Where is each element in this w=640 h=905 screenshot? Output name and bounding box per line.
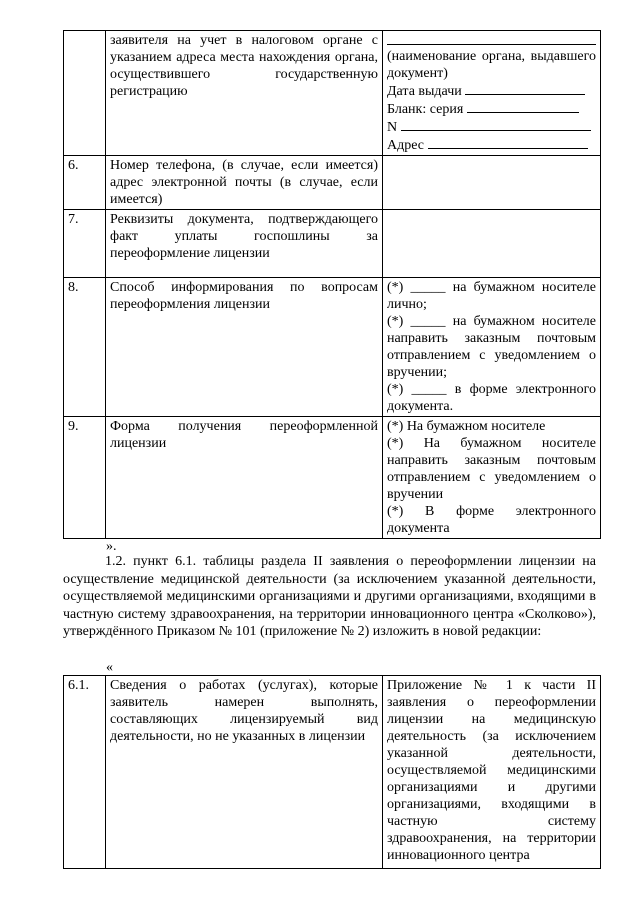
row-number: 9.: [64, 417, 106, 539]
application-table-continued: [63, 30, 601, 539]
row-description: Форма получения переоформленной лицензии: [106, 417, 383, 539]
amendment-paragraph: 1.2. пункт 6.1. таблицы раздела II заявления о переоформлении лицензии на осуществление медицинской деятельности (за исключением указанной деятельности, осуществляемой медицинскими организациями и другими организациями, входящими в частную систему здравоохранения, на территории инновационного центра «Сколково»), утверждённого Приказом № 101 (приложение № 2) изложить в новой редакции:: [63, 554, 596, 639]
closing-quote: ».: [106, 539, 117, 554]
issue-date-line: Дата выдачи: [387, 82, 596, 100]
form-series-line: Бланк: серия: [387, 100, 596, 118]
option-electronic: (*) В форме электронного документа: [387, 504, 596, 536]
issuer-details-cell: [383, 31, 601, 156]
number-line: N: [387, 118, 596, 136]
table-row: [64, 210, 601, 278]
row-description: Способ информирования по вопросам переоформления лицензии: [106, 278, 383, 417]
address-line: Адрес: [387, 136, 596, 154]
row-value: [383, 210, 601, 278]
row-number: 7.: [64, 210, 106, 278]
row-description: Сведения о работах (услугах), которые заявитель намерен выполнять, составляющих лицензируемый вид деятельности, но не указанных в лицензии: [106, 676, 383, 869]
receipt-options-cell: [383, 417, 601, 539]
table-row: [64, 417, 601, 539]
row-value: [383, 156, 601, 210]
option-paper-in-person: (*) _____ на бумажном носителе лично;: [387, 280, 596, 312]
option-electronic: (*) _____ в форме электронного документа.: [387, 382, 596, 414]
row-description: Реквизиты документа, подтверждающего факт уплаты госпошлины за переоформление лицензии: [106, 210, 383, 278]
row-number: [64, 31, 106, 156]
informing-options-cell: [383, 278, 601, 417]
issuer-caption: (наименование органа, выдавшего документ): [387, 49, 596, 81]
blank-line: [387, 32, 596, 45]
row-number: 8.: [64, 278, 106, 417]
table-row: [64, 31, 601, 156]
option-paper-by-mail: (*) _____ на бумажном носителе направить заказным почтовым отправлением с уведомлением о вручении;: [387, 314, 596, 380]
option-paper-by-mail: (*) На бумажном носителе направить заказным почтовым отправлением с уведомлением о вручении: [387, 436, 596, 502]
application-table-item-6-1: [63, 675, 601, 869]
row-description: Номер телефона, (в случае, если имеется) адрес электронной почты (в случае, если имеется): [106, 156, 383, 210]
row-value: Приложение № 1 к части II заявления о переоформлении лицензии на медицинскую деятельность (за исключением указанной деятельности, осуществляемой медицинскими организациями и другими организациями, входящими в частную систему здравоохранения, на территории инновационного центра: [383, 676, 601, 869]
row-number: 6.1.: [64, 676, 106, 869]
table-row: [64, 278, 601, 417]
table-row: [64, 156, 601, 210]
row-description: заявителя на учет в налоговом органе с указанием адреса места нахождения органа, осуществившего государственную регистрацию: [106, 31, 383, 156]
table-row: [64, 676, 601, 869]
row-number: 6.: [64, 156, 106, 210]
option-paper: (*) На бумажном носителе: [387, 419, 546, 434]
opening-quote: «: [106, 660, 113, 675]
